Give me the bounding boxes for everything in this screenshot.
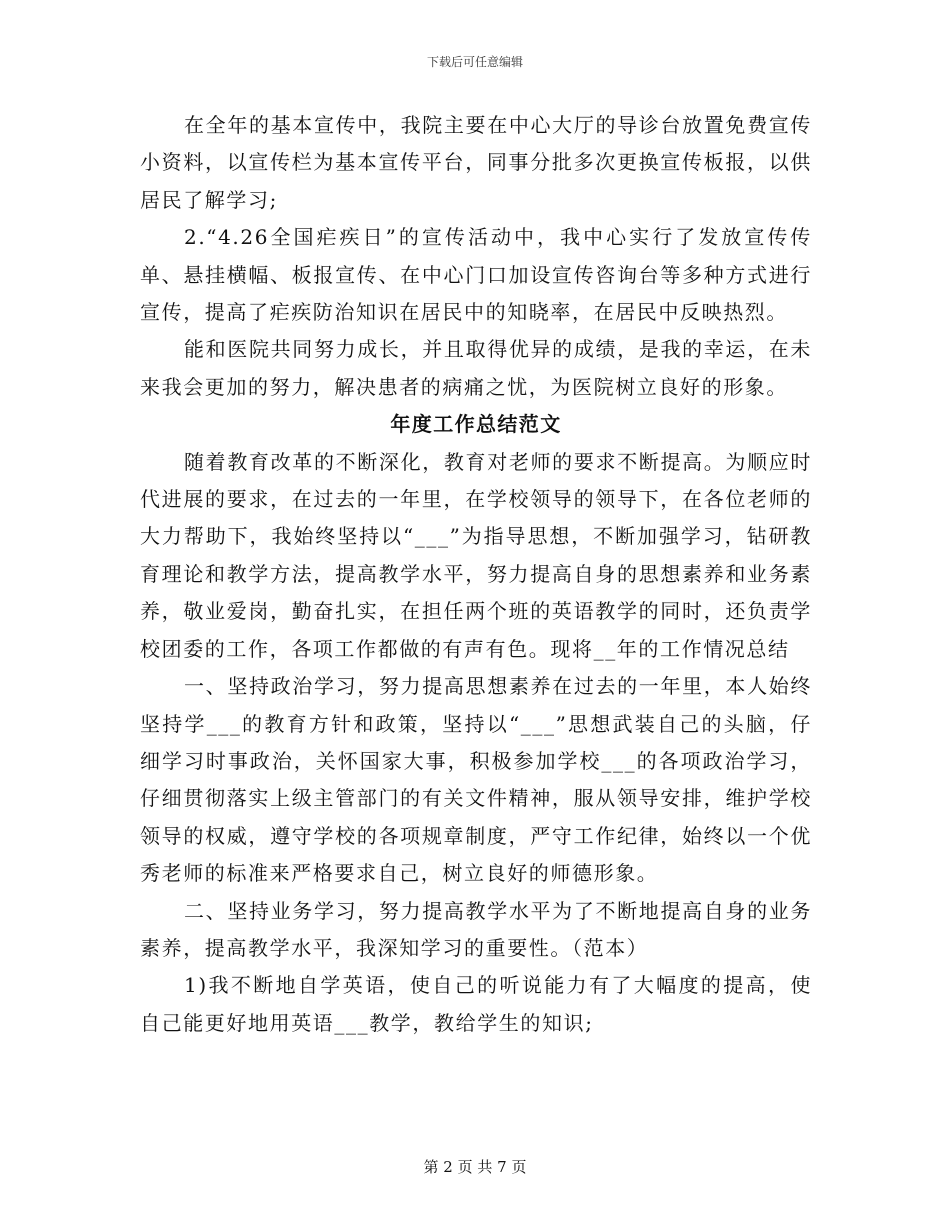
page-number: 第 2 页 共 7 页 — [423, 1158, 527, 1176]
document-body — [140, 107, 812, 1042]
paragraph-self-study-english: 1)我不断地自学英语，使自己的听说能力有了大幅度的提高，使自己能更好地用英语___教学，教给学生的知识; — [140, 973, 812, 1035]
paragraph-intro: 随着教育改革的不断深化，教育对老师的要求不断提高。为顺应时代进展的要求，在过去的一年里，在学校领导的领导下，在各位老师的大力帮助下，我始终坚持以“___”为指导思想，不断加强学习，钻研教育理论和教学方法，提高教学水平，努力提高自身的思想素养和业务素养，敬业爱岗，勤奋扎实，在担任两个班的英语教学的同时，还负责学校团委的工作，各项工作都做的有声有色。现将__年的工作情况总结 — [140, 449, 812, 661]
section-title: 年度工作总结范文 — [390, 412, 562, 437]
page-header: 下载后可任意编辑 — [426, 55, 523, 69]
paragraph-hospital-growth: 能和医院共同努力成长，并且取得优异的成绩，是我的幸运，在未来我会更加的努力，解决患者的病痛之忧，为医院树立良好的形象。 — [140, 337, 812, 399]
paragraph-professional-study: 二、坚持业务学习，努力提高教学水平为了不断地提高自身的业务素养，提高教学水平，我深知学习的重要性。（范本） — [140, 898, 812, 960]
paragraph-publicity-basic: 在全年的基本宣传中，我院主要在中心大厅的导诊台放置免费宣传小资料，以宣传栏为基本宣传平台，同事分批多次更换宣传板报，以供居民了解学习; — [140, 113, 812, 212]
paragraph-malaria-day: 2.“4.26全国疟疾日”的宣传活动中，我中心实行了发放宣传传单、悬挂横幅、板报宣传、在中心门口加设宣传咨询台等多种方式进行宣传，提高了疟疾防治知识在居民中的知晓率，在居民中反映热烈。 — [140, 225, 812, 325]
paragraph-political-study: 一、坚持政治学习，努力提高思想素养在过去的一年里，本人始终坚持学___的教育方针和政策，坚持以“___”思想武装自己的头脑，仔细学习时事政治，关怀国家大事，积极参加学校___的各项政治学习，仔细贯彻落实上级主管部门的有关文件精神，服从领导安排，维护学校领导的权威，遵守学校的各项规章制度，严守工作纪律，始终以一个优秀老师的标准来严格要求自己，树立良好的师德形象。 — [140, 674, 812, 886]
